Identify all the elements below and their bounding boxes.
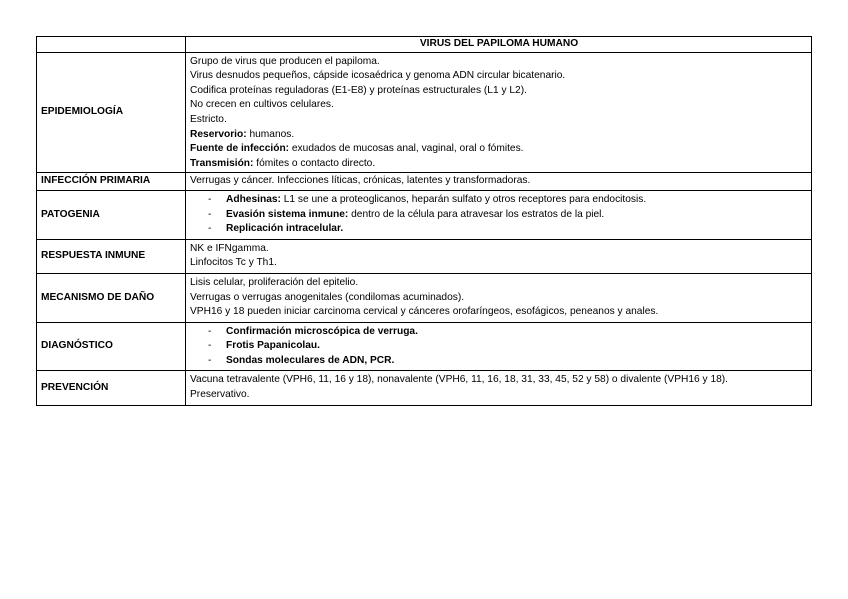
text-line: Verrugas y cáncer. Infecciones líticas, crónicas, latentes y transformadoras. <box>190 175 531 187</box>
reservorio-line <box>190 128 808 143</box>
text-line: Linfocitos Tc y Th1. <box>190 257 277 269</box>
text-line: Preservativo. <box>190 389 250 401</box>
fuente-label: Fuente de infección: <box>190 143 290 155</box>
reservorio-text: humanos. <box>246 128 295 140</box>
row-prevencion <box>37 371 812 405</box>
text-line: Verrugas o verrugas anogenitales (condilomas acuminados). <box>190 291 465 303</box>
diagnostico-item: Confirmación microscópica de verruga. <box>226 325 418 337</box>
evasion-label: Evasión sistema inmune: <box>226 208 349 220</box>
text-line: NK e IFNgamma. <box>190 242 269 254</box>
header-empty-cell <box>37 37 186 53</box>
header-row <box>37 37 812 53</box>
row-respuesta <box>37 239 812 273</box>
row-content-mecanismo <box>186 273 812 322</box>
transmision-label: Transmisión: <box>190 157 254 169</box>
dash-bullet: - <box>208 223 212 235</box>
list-item <box>190 354 808 369</box>
row-content-infeccion <box>186 173 812 191</box>
adhesinas-label: Adhesinas: <box>226 193 281 205</box>
row-content-respuesta <box>186 239 812 273</box>
row-label-mecanismo: MECANISMO DE DAÑO <box>37 273 186 322</box>
fuente-line <box>190 142 808 157</box>
row-content-diagnostico <box>186 322 812 371</box>
table-title: VIRUS DEL PAPILOMA HUMANO <box>186 37 812 53</box>
fuente-text: exudados de mucosas anal, vaginal, oral o fómites. <box>289 143 524 155</box>
row-mecanismo <box>37 273 812 322</box>
row-content-patogenia <box>186 190 812 239</box>
transmision-text: fómites o contacto directo. <box>253 157 376 169</box>
text-line: Codifica proteínas reguladoras (E1-E8) y proteínas estructurales (L1 y L2). <box>190 84 527 96</box>
row-patogenia <box>37 190 812 239</box>
row-label-infeccion: INFECCIÓN PRIMARIA <box>37 173 186 191</box>
reservorio-label: Reservorio: <box>190 128 247 140</box>
vph-table <box>36 36 812 406</box>
diagnostico-item: Frotis Papanicolau. <box>226 340 320 352</box>
text-line: Estricto. <box>190 113 227 125</box>
adhesinas-text: L1 se une a proteoglicanos, heparán sulfato y otros receptores para endocitosis. <box>280 193 647 205</box>
replicacion-label: Replicación intracelular. <box>226 223 344 235</box>
row-label-prevencion: PREVENCIÓN <box>37 371 186 405</box>
row-epidemiologia <box>37 52 812 173</box>
evasion-text: dentro de la célula para atravesar los estratos de la piel. <box>348 208 605 220</box>
text-line: Lisis celular, proliferación del epitelio. <box>190 276 359 288</box>
list-item <box>190 339 808 354</box>
dash-bullet: - <box>208 340 212 352</box>
row-label-respuesta: RESPUESTA INMUNE <box>37 239 186 273</box>
row-label-epidemiologia: EPIDEMIOLOGÍA <box>37 52 186 173</box>
list-item <box>190 193 808 208</box>
row-label-diagnostico: DIAGNÓSTICO <box>37 322 186 371</box>
text-line: Vacuna tetravalente (VPH6, 11, 16 y 18), nonavalente (VPH6, 11, 16, 18, 31, 33, 45, 52 y 58) o divalente (VPH16 y 18). <box>190 374 728 386</box>
list-item <box>190 222 808 237</box>
text-line: No crecen en cultivos celulares. <box>190 99 334 111</box>
dash-bullet: - <box>208 193 212 205</box>
list-item <box>190 325 808 340</box>
text-line: Grupo de virus que producen el papiloma. <box>190 55 380 67</box>
row-diagnostico <box>37 322 812 371</box>
row-label-patogenia: PATOGENIA <box>37 190 186 239</box>
text-line: Virus desnudos pequeños, cápside icosaédrica y genoma ADN circular bicatenario. <box>190 70 566 82</box>
dash-bullet: - <box>208 354 212 366</box>
list-item <box>190 208 808 223</box>
dash-bullet: - <box>208 325 212 337</box>
diagnostico-item: Sondas moleculares de ADN, PCR. <box>226 354 395 366</box>
row-content-epidemiologia <box>186 52 812 173</box>
dash-bullet: - <box>208 208 212 220</box>
row-content-prevencion <box>186 371 812 405</box>
text-line: VPH16 y 18 pueden iniciar carcinoma cervical y cánceres orofaríngeos, esofágicos, peneanos y anales. <box>190 306 659 318</box>
row-infeccion <box>37 173 812 191</box>
transmision-line <box>190 157 808 172</box>
